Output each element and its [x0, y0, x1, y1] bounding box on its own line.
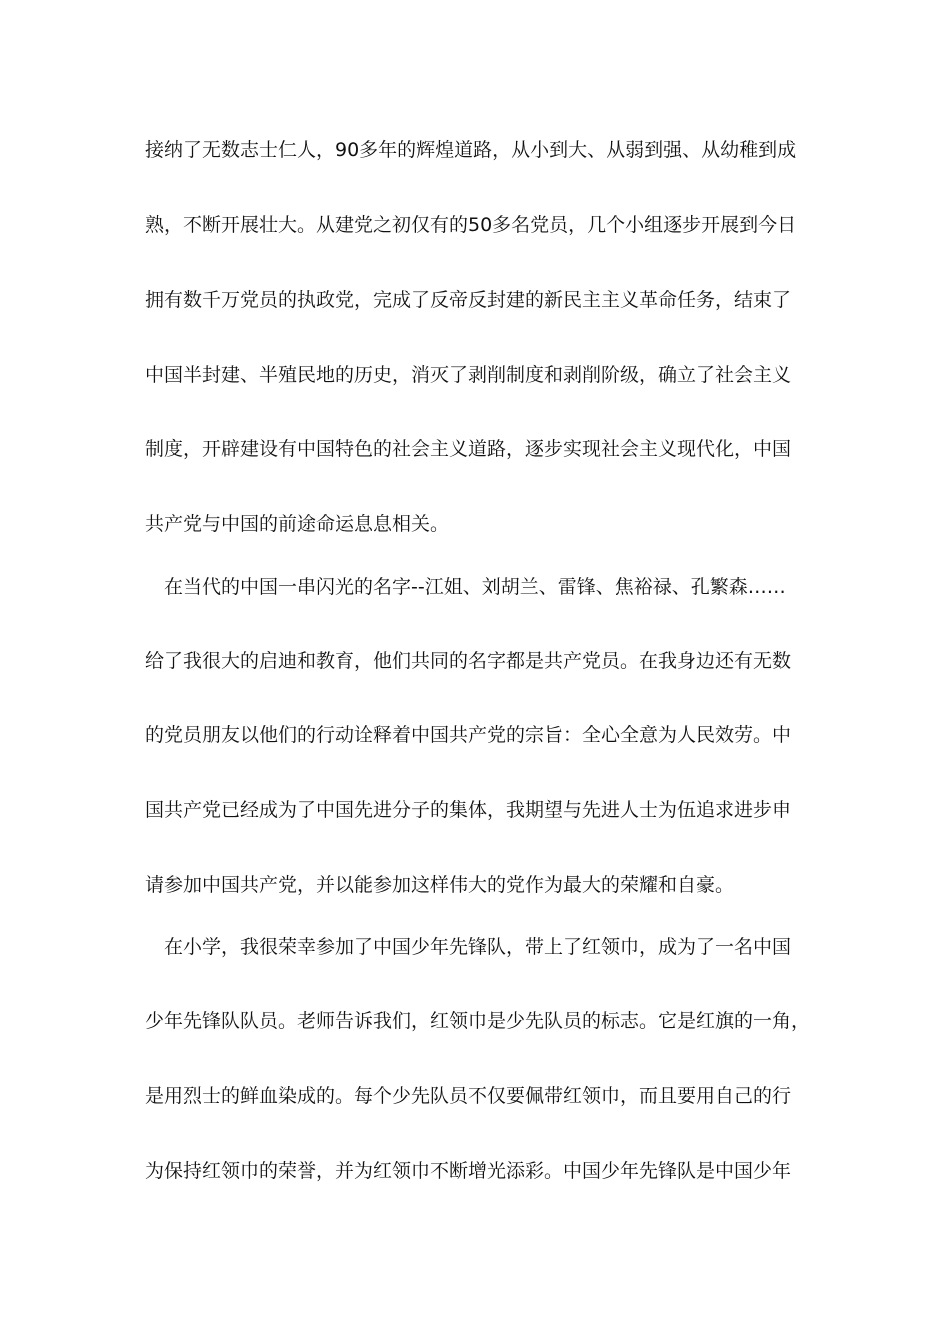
text-line: 少年先锋队队员。老师告诉我们，红领巾是少先队员的标志。它是红旗的一角，	[145, 1010, 811, 1032]
text-line: 请参加中国共产党，并以能参加这样伟大的党作为最大的荣耀和自豪。	[145, 874, 735, 896]
paragraph-start-line: 在当代的中国一串闪光的名字--江姐、刘胡兰、雷锋、焦裕禄、孔繁森……	[164, 576, 786, 598]
text-line: 是用烈士的鲜血染成的。每个少先队员不仅要佩带红领巾，而且要用自己的行	[145, 1085, 792, 1107]
text-line: 中国半封建、半殖民地的历史，消灭了剥削制度和剥削阶级，确立了社会主义	[145, 364, 792, 386]
text-line: 接纳了无数志士仁人，90多年的辉煌道路，从小到大、从弱到强、从幼稚到成	[145, 139, 797, 161]
text-line: 国共产党已经成为了中国先进分子的集体，我期望与先进人士为伍追求进步申	[145, 799, 792, 821]
text-line: 的党员朋友以他们的行动诠释着中国共产党的宗旨：全心全意为人民效劳。中	[145, 724, 792, 746]
text-line: 熟，不断开展壮大。从建党之初仅有的50多名党员，几个小组逐步开展到今日	[145, 214, 797, 236]
paragraph-start-line: 在小学，我很荣幸参加了中国少年先锋队，带上了红领巾，成为了一名中国	[164, 936, 792, 958]
text-line: 拥有数千万党员的执政党，完成了反帝反封建的新民主主义革命任务，结束了	[145, 289, 792, 311]
text-line: 制度，开辟建设有中国特色的社会主义道路，逐步实现社会主义现代化，中国	[145, 438, 792, 460]
text-line: 给了我很大的启迪和教育，他们共同的名字都是共产党员。在我身边还有无数	[145, 650, 792, 672]
text-line: 共产党与中国的前途命运息息相关。	[145, 513, 450, 535]
text-line: 为保持红领巾的荣誉，并为红领巾不断增光添彩。中国少年先锋队是中国少年	[145, 1160, 792, 1182]
